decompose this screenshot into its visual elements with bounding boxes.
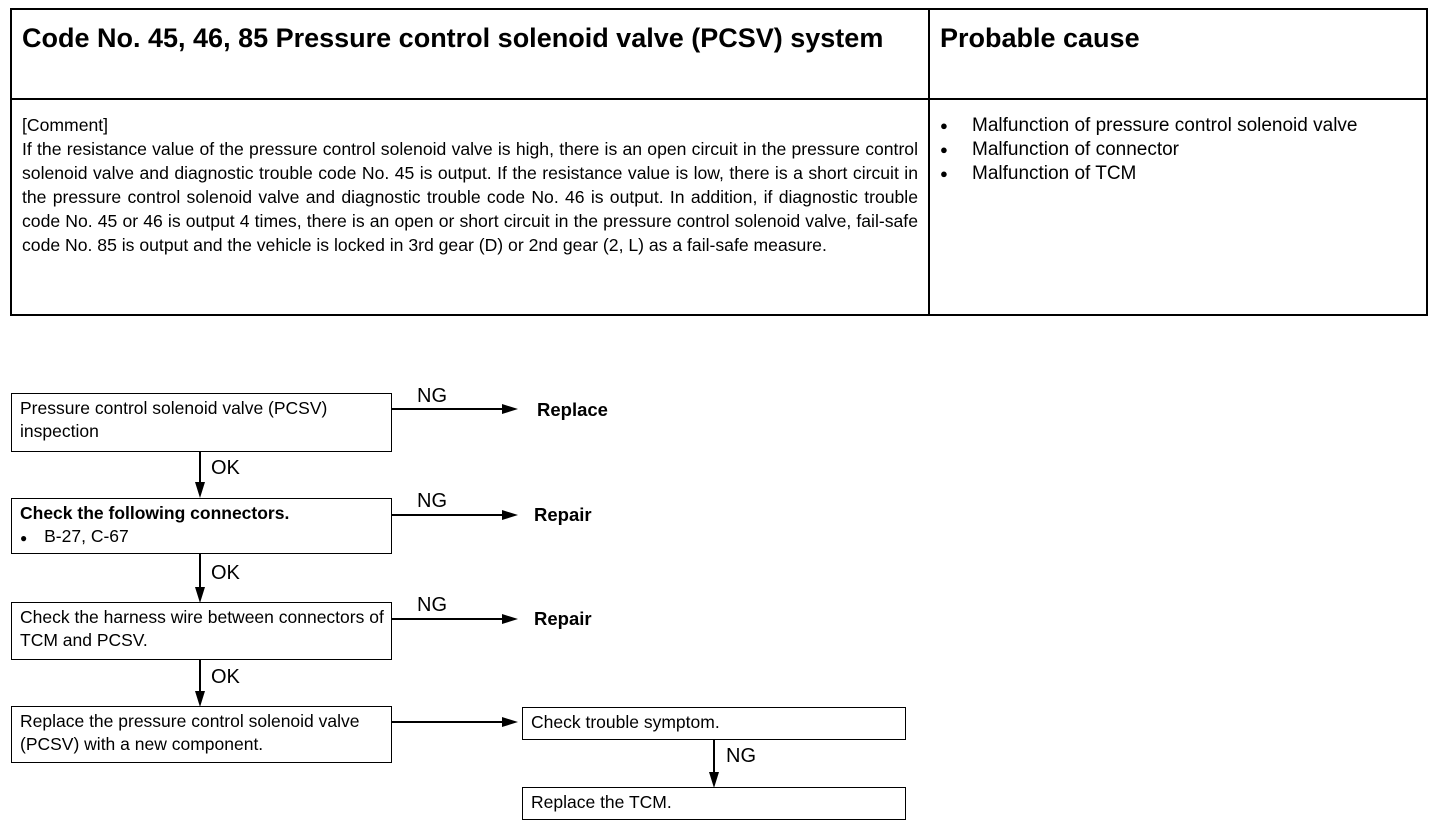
step-replace-pcsv	[11, 706, 392, 763]
arrow-down-icon	[195, 691, 205, 707]
probable-cause-title: Probable cause	[940, 23, 1140, 53]
ok-label: OK	[211, 562, 240, 584]
ng-label: NG	[417, 594, 447, 616]
step-text: Replace the TCM.	[531, 792, 672, 812]
result-replace: Replace	[537, 399, 608, 420]
ok-label: OK	[211, 457, 240, 479]
ng-label: NG	[417, 490, 447, 512]
code-title: Code No. 45, 46, 85 Pressure control solenoid valve (PCSV) system	[22, 23, 884, 53]
cause-item: ● Malfunction of connector	[940, 138, 1357, 162]
column-divider	[928, 10, 930, 314]
comment-section	[22, 113, 918, 257]
arrow-right-icon	[502, 717, 518, 727]
step-text: Replace the pressure control solenoid valve (PCSV) with a new component.	[20, 711, 360, 754]
ng-label: NG	[726, 745, 756, 767]
ng-connector-line	[713, 740, 715, 776]
step-text: Pressure control solenoid valve (PCSV) inspection	[20, 398, 328, 441]
row-divider	[12, 98, 1426, 100]
comment-label: [Comment]	[22, 115, 109, 135]
ng-connector-line	[392, 408, 504, 410]
connector-list: B-27, C-67	[44, 526, 129, 546]
cause-item: ● Malfunction of TCM	[940, 162, 1357, 186]
arrow-right-icon	[502, 510, 518, 520]
cause-item: ● Malfunction of pressure control solenoid valve	[940, 114, 1357, 138]
result-repair: Repair	[534, 504, 592, 525]
arrow-right-icon	[502, 404, 518, 414]
comment-text: If the resistance value of the pressure control solenoid valve is high, there is an open circuit in the pressure control solenoid valve and diagnostic trouble code No. 45 is output. If the resistance value is low, there is a short circuit in the pressure control solenoid valve and diagnostic trouble code No. 46 is output. In addition, if diagnostic trouble code No. 45 or 46 is output 4 times, there is an open or short circuit in the pressure control solenoid valve, fail-safe code No. 85 is output and the vehicle is locked in 3rd gear (D) or 2nd gear (2, L) as a fail-safe measure.	[22, 139, 918, 255]
step-check-connectors	[11, 498, 392, 554]
step-text: Check trouble symptom.	[531, 712, 720, 732]
step-check-harness	[11, 602, 392, 660]
ok-connector-line	[199, 554, 201, 590]
code-table	[10, 8, 1428, 316]
step-check-symptom	[522, 707, 906, 740]
step-text: Check the harness wire between connectors of TCM and PCSV.	[20, 607, 384, 650]
bullet-icon: ●	[20, 531, 28, 545]
probable-cause-list	[940, 114, 1357, 186]
ng-label: NG	[417, 385, 447, 407]
arrow-down-icon	[709, 772, 719, 788]
step-replace-tcm	[522, 787, 906, 820]
arrow-down-icon	[195, 482, 205, 498]
ng-connector-line	[392, 514, 504, 516]
arrow-right-icon	[502, 614, 518, 624]
ok-connector-line	[199, 452, 201, 486]
step-pcsv-inspection	[11, 393, 392, 452]
arrow-down-icon	[195, 587, 205, 603]
connector-line	[392, 721, 504, 723]
ok-label: OK	[211, 666, 240, 688]
step-title: Check the following connectors.	[20, 503, 290, 523]
result-repair: Repair	[534, 608, 592, 629]
ng-connector-line	[392, 618, 504, 620]
ok-connector-line	[199, 660, 201, 695]
